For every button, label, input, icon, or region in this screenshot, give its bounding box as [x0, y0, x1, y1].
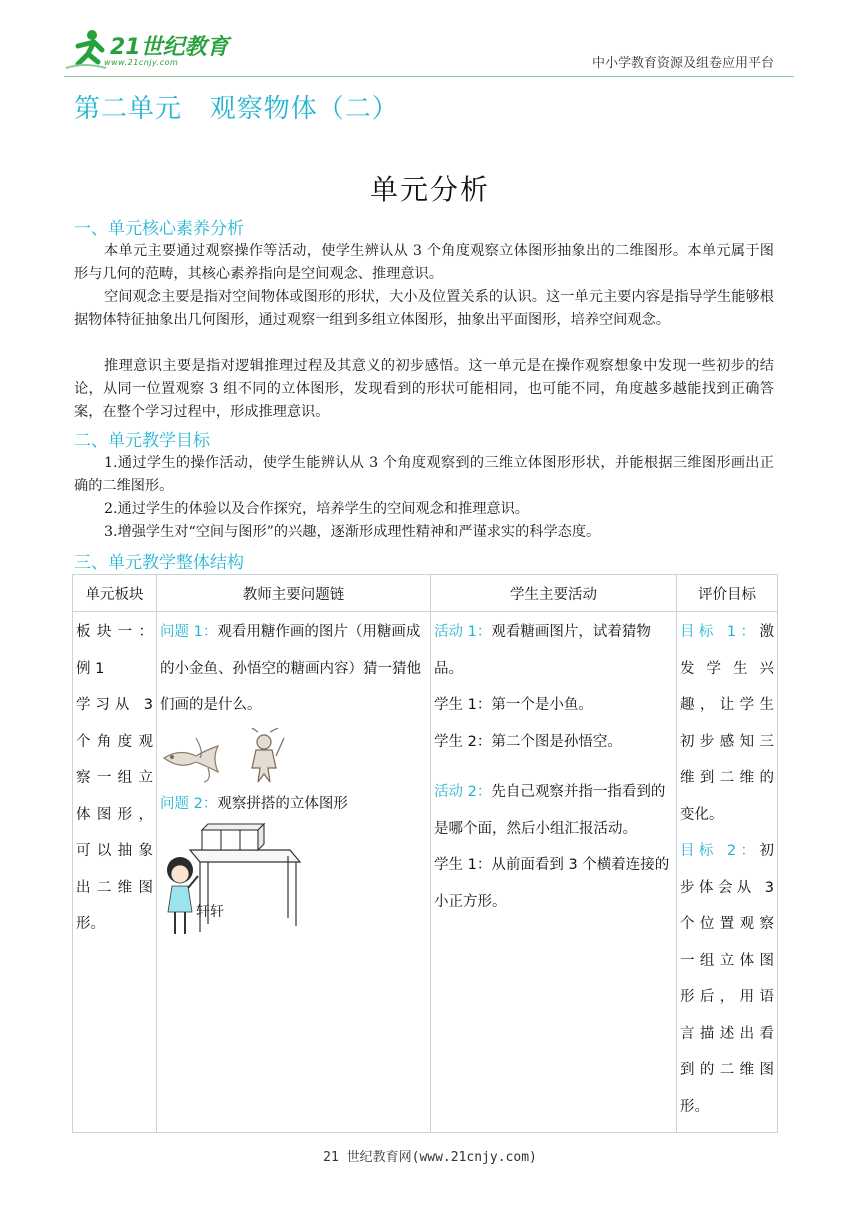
structure-table	[72, 574, 778, 1133]
logo-url: www.21cnjy.com	[104, 58, 179, 67]
evaluation-goal-cell	[677, 612, 778, 1133]
activity-2-text: 先自己观察并指一指看到的是哪个面，然后小组汇报活动。	[434, 784, 666, 837]
student-answer: 学生 2：第二个图是孙悟空。	[434, 733, 622, 750]
student-activity-cell	[431, 612, 677, 1133]
column-header: 评价目标	[677, 575, 778, 612]
girl-icon	[167, 857, 198, 934]
section-heading-teaching-goals: 二、单元教学目标	[74, 431, 210, 451]
section-heading-core-literacy: 一、单元核心素养分析	[74, 219, 244, 239]
module-line: 出二维图	[76, 879, 153, 896]
module-line: 形。	[76, 916, 105, 932]
monkey-king-sugar-icon	[252, 728, 284, 782]
girl-observing-blocks-image	[160, 822, 310, 950]
table-row	[73, 612, 778, 1133]
question-2-text: 观察拼搭的立体图形	[217, 795, 348, 812]
column-header: 单元板块	[73, 575, 157, 612]
module-line: 个角度观	[76, 733, 153, 750]
goal-2-line: 言描述出看	[680, 1025, 774, 1042]
platform-name: 中小学教育资源及组卷应用平台	[591, 56, 774, 71]
goal-1-line: 初步感知三	[680, 733, 774, 750]
paragraph: 1.通过学生的操作活动，使学生能辨认从 3 个角度观察到的三维立体图形形状，并能根据三维图形画出正确的二维图形。	[74, 455, 774, 494]
goal-2-line: 个位置观察	[680, 916, 774, 932]
paragraph: 空间观念主要是指对空间物体或图形的形状，大小及位置关系的认识。这一单元主要内容是指导学生能够根据物体特征抽象出几何图形，通过观察一组到多组立体图形，抽象出平面图形，培养空间观念。	[74, 289, 774, 328]
runner-logo-icon	[64, 28, 108, 72]
question-1	[160, 614, 427, 724]
module-line: 例 1	[76, 660, 105, 677]
student-answer: 学生 1：从前面看到 3 个横着连接的小正方形。	[434, 857, 670, 910]
logo-text: 21世纪教育	[110, 35, 229, 60]
module-cell	[73, 612, 157, 1133]
girl-name-label: 轩轩	[196, 904, 224, 920]
sugar-painting-image	[160, 728, 290, 784]
header-divider	[64, 76, 794, 77]
paragraph: 2.通过学生的体验以及合作探究，培养学生的空间观念和推理意识。	[104, 501, 529, 517]
module-line: 可以抽象	[76, 843, 153, 859]
goal-2-text: 初	[759, 843, 774, 859]
goal-2-line: 到的二维图	[680, 1062, 774, 1078]
column-header: 学生主要活动	[431, 575, 677, 612]
question-1-label: 问题 1：	[160, 624, 218, 640]
goal-1-line: 维到二维的	[680, 770, 774, 786]
goal-2-line: 形后，用语	[680, 989, 774, 1005]
goal-2-line: 形。	[680, 1098, 709, 1115]
goal-1-text: 激	[759, 624, 774, 640]
section-heading-structure: 三、单元教学整体结构	[74, 553, 244, 573]
goal-1-first-line	[680, 614, 774, 651]
module-line: 体图形，	[76, 806, 153, 823]
activity-1	[434, 614, 673, 687]
activity-1-label: 活动 1：	[434, 624, 492, 640]
goal-1-label: 目标 1：	[680, 624, 760, 640]
activity-1-text: 观看糖画图片，试着猜物品。	[434, 624, 651, 677]
column-header: 教师主要问题链	[157, 575, 431, 612]
activity-2	[434, 774, 673, 847]
module-line: 学习从 3	[76, 697, 153, 713]
page-footer: 21 世纪教育网(www.21cnjy.com)	[323, 1150, 537, 1165]
goal-2-line: 步体会从 3	[680, 879, 774, 896]
question-2-label: 问题 2：	[160, 795, 218, 812]
table-header-row	[73, 575, 778, 612]
student-answer: 学生 1：第一个是小鱼。	[434, 697, 593, 713]
goldfish-sugar-icon	[164, 738, 218, 782]
goal-2-line: 一组立体图	[680, 952, 774, 969]
activity-2-label: 活动 2：	[434, 784, 492, 800]
unit-title: 第二单元 观察物体（二）	[74, 94, 399, 124]
question-1-text: 观看用糖作画的图片（用糖画成的小金鱼、孙悟空的糖画内容）猜一猜他们画的是什么。	[160, 624, 421, 713]
paragraph: 3.增强学生对“空间与图形”的兴趣，逐渐形成理性精神和严谨求实的科学态度。	[104, 524, 601, 540]
page-header	[0, 0, 860, 80]
goal-2-label: 目标 2：	[680, 843, 760, 859]
spacer	[434, 760, 673, 774]
goal-1-line: 发学生兴	[680, 660, 774, 677]
goal-1-line: 趣，让学生	[680, 697, 774, 713]
document-title: 单元分析	[369, 173, 490, 206]
question-2	[160, 786, 427, 823]
cubes-icon	[202, 824, 264, 850]
goal-1-line: 变化。	[680, 806, 724, 823]
paragraph: 推理意识主要是指对逻辑推理过程及其意义的初步感悟。这一单元是在操作观察想象中发现一些初步的结论，从同一位置观察 3 组不同的立体图形，发现看到的形状可能相同，也可能不同，角度越多越能找到正确答案，在整个学习过程中，形成推理意识。	[74, 358, 774, 420]
observation-illustration	[160, 822, 427, 952]
site-logo[interactable]	[64, 28, 234, 74]
module-line: 察一组立	[76, 770, 153, 786]
paragraph: 本单元主要通过观察操作等活动，使学生辨认从 3 个角度观察立体图形抽象出的二维图形。本单元属于图形与几何的范畴，其核心素养指向是空间观念、推理意识。	[74, 243, 774, 282]
goal-2-first-line	[680, 833, 774, 870]
module-line: 板块一：	[76, 624, 153, 640]
teacher-question-cell	[157, 612, 431, 1133]
